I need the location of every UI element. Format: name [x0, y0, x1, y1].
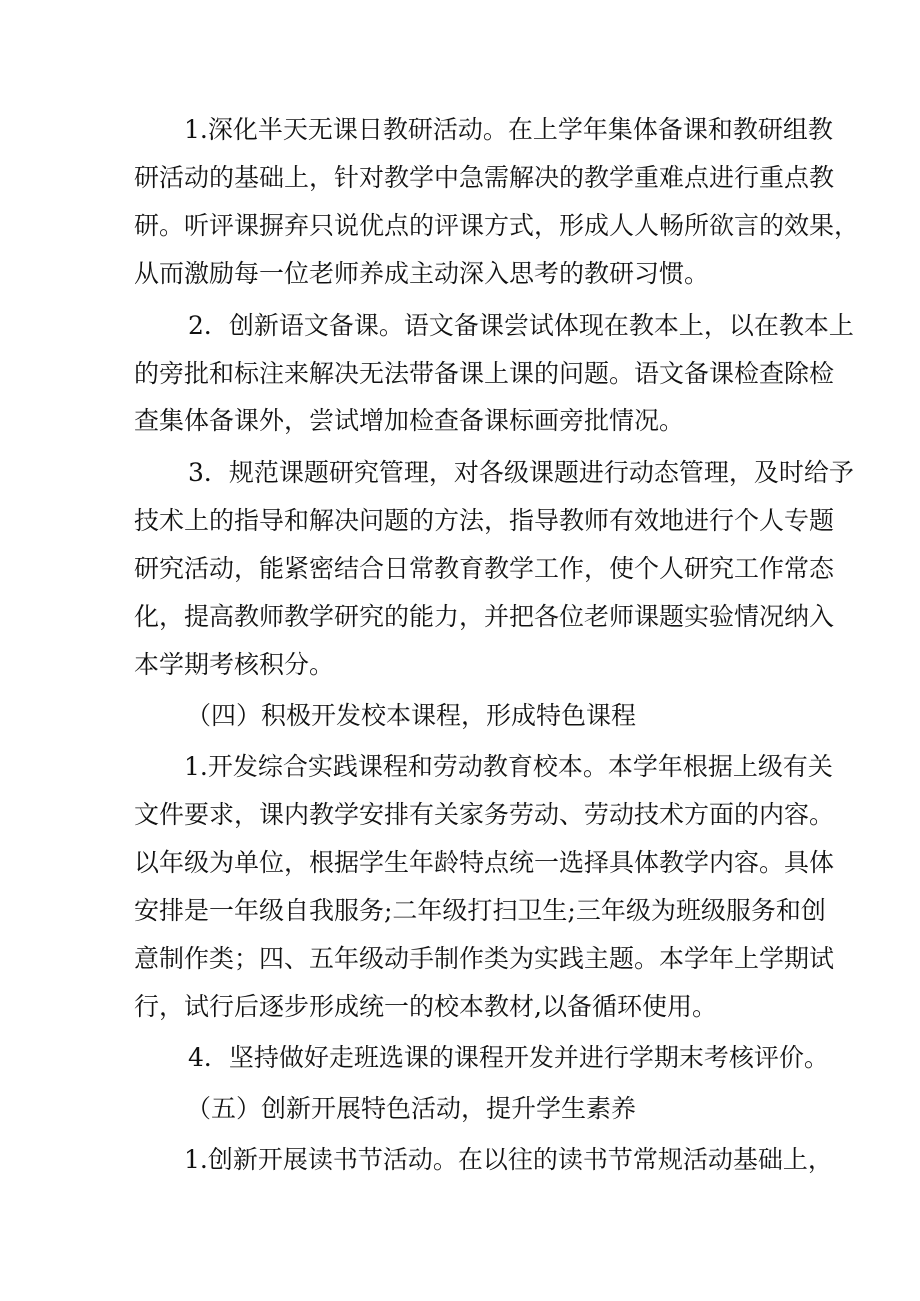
paragraph-line: 2．创新语文备课。语文备课尝试体现在教本上，以在教本上 — [188, 311, 854, 340]
paragraph-line: 查集体备课外，尝试增加检查备课标画旁批情况。 — [134, 406, 685, 435]
paragraph-line: 文件要求，课内教学安排有关家务劳动、劳动技术方面的内容。 — [134, 800, 835, 829]
paragraph-line: 本学期考核积分。 — [134, 650, 335, 679]
paragraph-line: 1.深化半天无课日教研活动。在上学年集体备课和教研组教 — [184, 115, 833, 144]
paragraph-line: 安排是一年级自我服务;二年级打扫卫生;三年级为班级服务和创 — [134, 896, 826, 925]
section-heading: （四）积极开发校本课程，形成特色课程 — [186, 701, 637, 730]
paragraph-line: 研。听评课摒弃只说优点的评课方式，形成人人畅所欲言的效果， — [134, 211, 860, 240]
paragraph-line: 4．坚持做好走班选课的课程开发并进行学期末考核评价。 — [188, 1043, 829, 1072]
paragraph-line: 研活动的基础上，针对教学中急需解决的教学重难点进行重点教 — [134, 163, 835, 192]
paragraph-line: 以年级为单位，根据学生年龄特点统一选择具体教学内容。具体 — [134, 848, 835, 877]
paragraph-line: 的旁批和标注来解决无法带备课上课的问题。语文备课检查除检 — [134, 359, 835, 388]
paragraph-line: 技术上的指导和解决问题的方法，指导教师有效地进行个人专题 — [134, 506, 835, 535]
paragraph-line: 行，试行后逐步形成统一的校本教材,以备循环使用。 — [134, 992, 717, 1021]
paragraph-line: 1.开发综合实践课程和劳动教育校本。本学年根据上级有关 — [184, 752, 833, 781]
paragraph-line: 3．规范课题研究管理，对各级课题进行动态管理，及时给予 — [188, 458, 854, 487]
section-heading: （五）创新开展特色活动，提升学生素养 — [186, 1094, 637, 1123]
paragraph-line: 1.创新开展读书节活动。在以往的读书节常规活动基础上， — [184, 1145, 833, 1174]
paragraph-line: 化，提高教师教学研究的能力，并把各位老师课题实验情况纳入 — [134, 602, 835, 631]
paragraph-line: 研究活动，能紧密结合日常教育教学工作，使个人研究工作常态 — [134, 554, 835, 583]
paragraph-line: 从而激励每一位老师养成主动深入思考的教研习惯。 — [134, 259, 710, 288]
paragraph-line: 意制作类；四、五年级动手制作类为实践主题。本学年上学期试 — [134, 944, 835, 973]
